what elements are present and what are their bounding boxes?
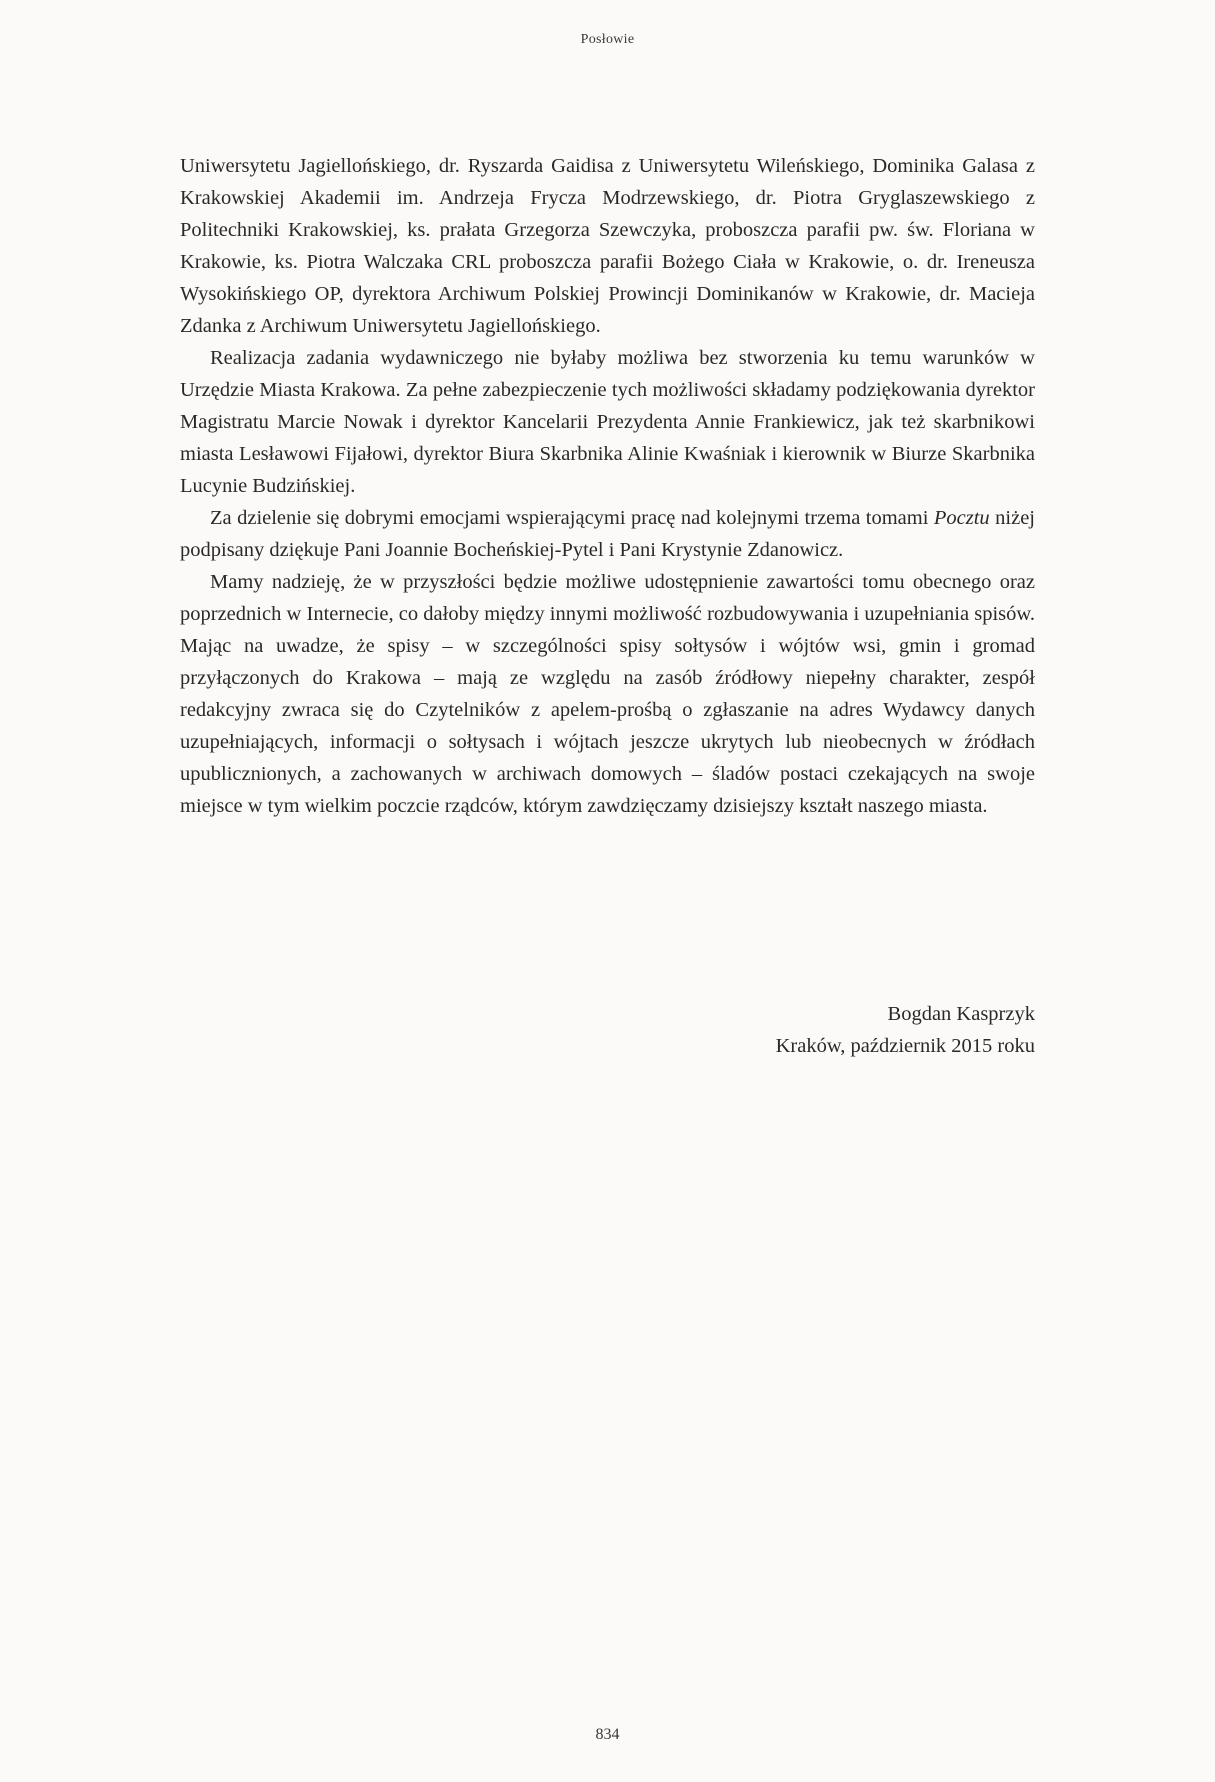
paragraph-acknowledgements-continued: Uniwersytetu Jagiellońskiego, dr. Ryszarda Gaidisa z Uniwersytetu Wileńskiego, Dominika Galasa z Krakowskiej Akademii im. Andrzeja Frycza Modrzewskiego, dr. Piotra Gryglaszewskiego z Politechniki Krakowskiej, ks. prałata Grzegorza Szewczyka, proboszcza parafii pw. św. Floriana w Krakowie, ks. Piotra Walczaka CRL proboszcza parafii Bożego Ciała w Krakowie, o. dr. Ireneusza Wysokińskiego OP, dyrektora Archiwum Polskiej Prowincji Dominikanów w Krakowie, dr. Macieja Zdanka z Archiwum Uniwersytetu Jagiellońskiego. <box>180 155 1035 337</box>
running-head: Posłowie <box>580 32 635 47</box>
paragraph-personal-thanks <box>180 502 1035 566</box>
italic-title-pocztu: Pocztu <box>933 507 990 529</box>
signature-author: Bogdan Kasprzyk <box>887 1003 1035 1025</box>
paragraph-personal-thanks-start: Za dzielenie się dobrymi emocjami wspierającymi pracę nad kolejnymi trzema tomami <box>210 507 934 529</box>
signature-place-date: Kraków, październik 2015 roku <box>775 1035 1035 1057</box>
signature-block <box>180 998 1035 1062</box>
paragraph-city-office-thanks: Realizacja zadania wydawniczego nie byłaby możliwa bez stworzenia ku temu warunków w Urzędzie Miasta Krakowa. Za pełne zabezpieczenie tych możliwości składamy podziękowania dyrektor Magistratu Marcie Nowak i dyrektor Kancelarii Prezydenta Annie Frankiewicz, jak też skarbnikowi miasta Lesławowi Fijałowi, dyrektor Biura Skarbnika Alinie Kwaśniak i kierownik w Biurze Skarbnika Lucynie Budzińskiej. <box>180 347 1035 497</box>
body-text <box>180 150 1035 822</box>
paragraph-personal-thanks-end: niżej podpisany dziękuje Pani Joannie Bocheńskiej-Pytel i Pani Krystynie Zdanowicz. <box>180 507 1035 561</box>
page-number: 834 <box>595 1726 620 1743</box>
paragraph-appeal-to-readers: Mamy nadzieję, że w przyszłości będzie możliwe udostępnienie zawartości tomu obecnego oraz poprzednich w Internecie, co dałoby między innymi możliwość rozbudowywania i uzupełniania spisów. Mając na uwadze, że spisy – w szczególności spisy sołtysów i wójtów wsi, gmin i gromad przyłączonych do Krakowa – mają ze względu na zasób źródłowy niepełny charakter, zespół redakcyjny zwraca się do Czytelników z apelem-prośbą o zgłaszanie na adres Wydawcy danych uzupełniających, informacji o sołtysach i wójtach jeszcze ukrytych lub nieobecnych w źródłach upublicznionych, a zachowanych w archiwach domowych – śladów postaci czekających na swoje miejsce w tym wielkim poczcie rządców, którym zawdzięczamy dzisiejszy kształt naszego miasta. <box>180 571 1035 817</box>
